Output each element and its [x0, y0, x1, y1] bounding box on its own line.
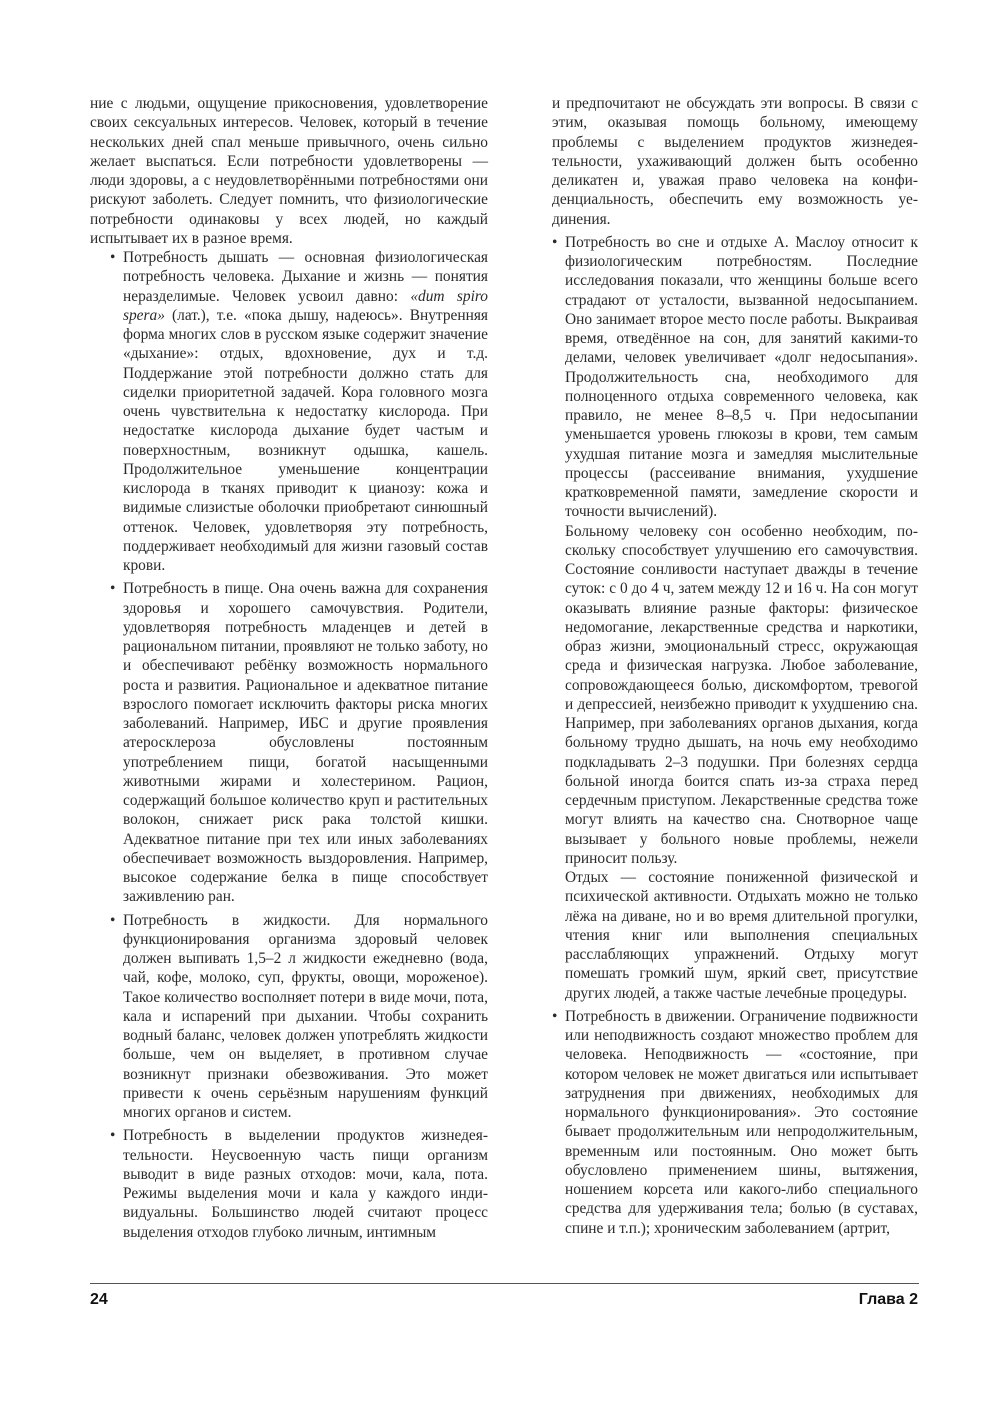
sleep-paragraph-1: Потребность во сне и отдыхе А. Маслоу относит к физиологическим потребностям. Последние исследования показали, что женщины больше всего страдают от усталости, вызванной недосыпанием. Оно занимает второе место после работы. Выкраивая время, отведённое на сон, для занятий какими-то делами, человек увеличивает «долг недосыпания». Продолжительность сна, необходимого для полноценного отдыха современного человека, как правило, не менее 8–8,5 ч. При недосыпании уменьшается уровень глюкозы в крови, тем самым ухудшая питание мозга и замедляя мыслительные процессы (рассеивание внимания, ухудшение кратковременной памяти, замедление скорости и точности вычислений).: [565, 233, 918, 521]
food-text: Потребность в пище. Она очень важна для сохранения здоровья и хорошего самочувствия. Родители, удовлетворяя потребность младенцев и детей в рациональном питании, проявляют не только заботу, но и обеспечивают ребёнку возможность нормального роста и развития. Рациональное и адекватное питание взрослого помогает исключить факторы риска многих заболеваний. Например, ИБС и другие проявления атеросклероза обусловлены постоянным употреблением пищи, богатой насыщенными животными жирами и холестерином. Рацион, содержащий большое количество круп и растительных волокон, снижает риск рака толстой кишки. Адекватное питание при тех или иных заболеваниях обеспечивает возможность выздоровления. Например, высокое содержание белка в пище способствует заживлению ран.: [123, 580, 488, 906]
page-number: 24: [90, 1291, 108, 1308]
sleep-paragraph-2: Больному человеку сон особенно необходим, поскольку способствует улучшению его самочувствия. Состояние сонливости наступает дважды в течение суток: с 0 до 4 ч, затем между 12 и 16 ч. На сон могут оказывать влияние разные факторы: физическое недомогание, лекарственные средства и наркотики, образ жизни, эмоциональный стресс, окружающая среда и физическая нагрузка. Любое заболевание, сопровождающееся болью, дискомфортом, тревогой и депрессией, неизбежно приводит к ухудшению сна. Например, при заболеваниях органов дыхания, когда больному трудно дышать, на ночь ему необходимо подкладывать 2–3 подушки. При болезнях сердца больной иногда боится спать из-за страха перед сердечным приступом. Лекарственные средства тоже могут влиять на качество сна. Снотворное чаще вызывает у больного новые проблемы, нежели приносит пользу.: [565, 522, 918, 867]
excretion-continuation: и предпочитают не обсуждать эти вопросы. В связи с этим, оказывая помощь больному, имеющему проблемы с выделением продуктов жизнедеятельности, ухаживающий должен быть особенно деликатен и, уважая право человека на конфиденциальность, обеспечить ему возможность уединения.: [552, 95, 918, 228]
bullet-icon: •: [110, 1127, 116, 1145]
breathing-text-end: (лат.), т.е. «пока дышу, надеюсь». Внутренняя форма многих слов в русском языке содержит значение «дыхание»: отдых, вдохновение, дух и т.д. Поддержание этой потребности должно стать для сиделки приоритетной задачей. Кора головного мозга очень чувствительна к недостатку кислорода. При недостатке кислорода дыхание будет частым и поверхностным, возникнут одышка, кашель. Продолжительное уменьшение концентрации кислорода в тканях приводит к цианозу: кожа и видимые слизистые оболочки приобретают синюшный оттенок. Человек, удовлетворяя эту потребность, поддерживает необходимый для жизни газовый состав крови.: [123, 306, 488, 574]
intro-paragraph: ние с людьми, ощущение прикосновения, удовлетворение своих сексуальных интересов. Человек, который в течение нескольких дней спал меньше привычного, очень сильно желает выспаться. Если потребности удовлетворены — люди здоровы, а с неудовлетворёнными потребностями они рискуют заболеть. Следует помнить, что физиологические потребности одинаковы у всех людей, но каждый испытывает их в разное время.: [90, 95, 488, 247]
needs-list-left: [110, 248, 488, 1242]
movement-text: Потребность в движении. Ограничение подвижности или неподвижность создают множество проблем для человека. Неподвижность — «состояние, при котором человек не может двигаться или испытывает затруднения при движениях, необходимых для нормального функционирования». Это состояние бывает продолжительным или непродолжительным, временным или постоянным. Оно может быть обусловлено применением шины, вытяжения, ношением корсета или какого-либо специального средства для удерживания тела; болью (в суставах, спине и т.п.); хроническим заболеванием (артрит,: [565, 1007, 918, 1237]
list-item-food: [110, 579, 488, 906]
list-item-breathing: [110, 248, 488, 575]
list-item-excretion: [110, 1126, 488, 1242]
list-item-fluid: [110, 911, 488, 1123]
bullet-icon: •: [110, 580, 116, 598]
bullet-icon: •: [110, 249, 116, 266]
footer-divider: [90, 1283, 919, 1284]
rest-paragraph: Отдых — состояние пониженной физической и психической активности. Отдыхать можно не только лёжа на диване, но и во время длительной прогулки, чтения книг или выполнения специальных расслабляющих упражнений. Отдыху могут помешать громкий шум, яркий свет, присутствие других людей, а также частые лечебные процедуры.: [565, 869, 918, 1002]
excretion-text: Потребность в выделении продуктов жизнедеятельности. Неусвоенную часть пищи организм выводит в виде разных отходов: мочи, кала, пота. Режимы выделения мочи и кала у каждого индивидуальны. Большинство людей считают процесс выделения отходов глубоко личным, интимным: [123, 1127, 488, 1241]
fluid-text: Потребность в жидкости. Для нормального функционирования организма здоровый человек должен выпивать 1,5–2 л жидкости ежедневно (вода, чай, кофе, молоко, суп, фрукты, овощи, мороженое). Такое количество восполняет потери в виде мочи, пота, кала и испарений при дыхании. Чтобы сохранить водный баланс, человек должен употреблять жидкости больше, чем он выделяет, в противном случае возникнут признаки обезвоживания. Это может привести к очень серьёзным нарушениям функций многих органов и систем.: [123, 911, 488, 1121]
right-column: [552, 94, 918, 1242]
bullet-icon: •: [552, 1007, 558, 1025]
left-column: [90, 94, 488, 1246]
bullet-icon: •: [110, 911, 116, 929]
list-item-movement: [552, 1007, 918, 1238]
list-item-sleep: [552, 233, 918, 1003]
breathing-text-start: Потребность дышать — основная физиологическая потребность человека. Дыхание и жизнь — понятия неразделимые. Человек усвоил давно:: [123, 249, 488, 305]
latin-phrase: «dum spiro spera»: [123, 287, 488, 324]
chapter-label: Глава 2: [858, 1291, 918, 1308]
bullet-icon: •: [552, 233, 558, 251]
needs-list-right: [552, 233, 918, 1238]
